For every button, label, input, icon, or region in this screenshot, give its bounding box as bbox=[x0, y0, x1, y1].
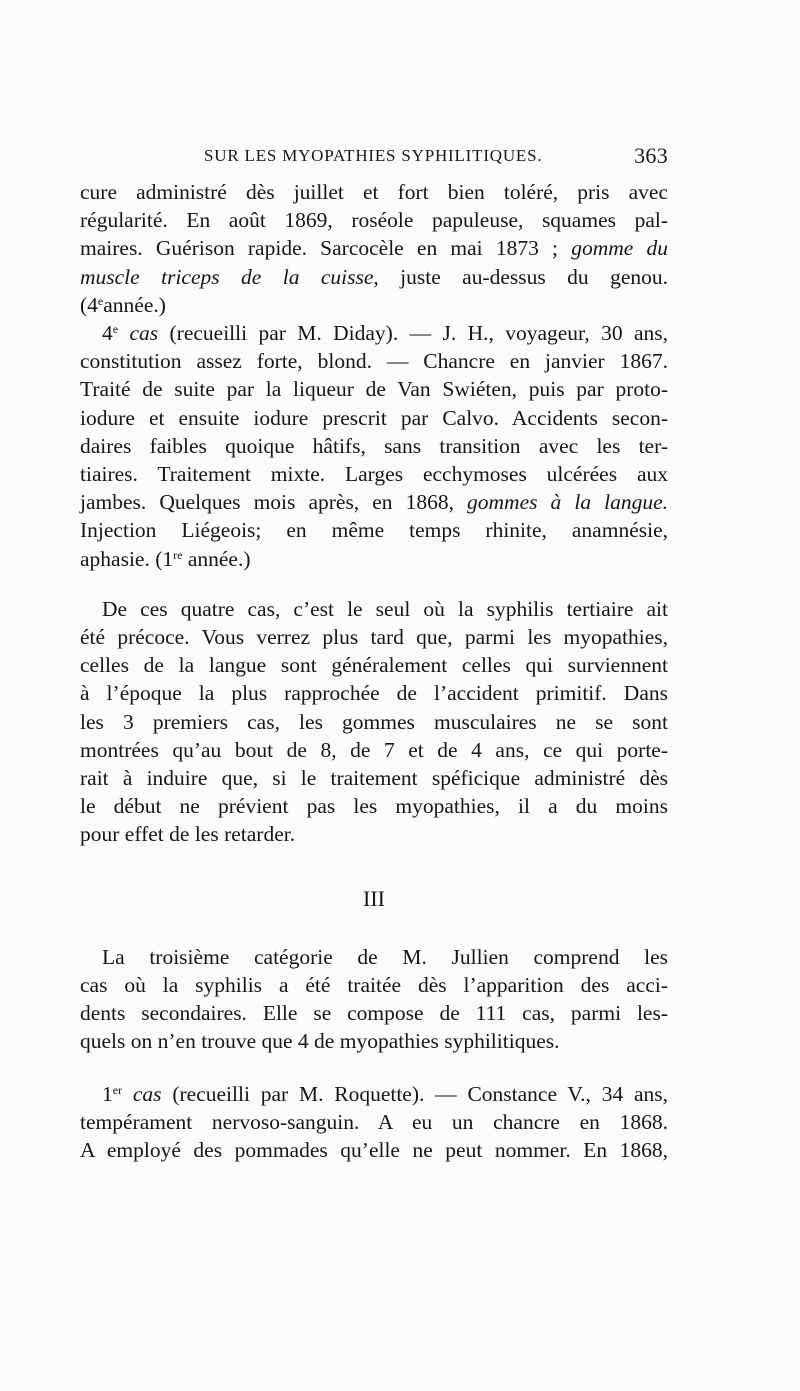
text-line: montrées qu’au bout de 8, de 7 et de 4 ans, ce qui porte- bbox=[80, 737, 668, 762]
text-run: 1 bbox=[102, 1081, 113, 1106]
text-line bbox=[80, 263, 668, 291]
page-number: 363 bbox=[634, 143, 668, 168]
text-line: tempérament nervoso-sanguin. A eu un chancre en 1868. bbox=[80, 1109, 668, 1134]
running-title: SUR LES MYOPATHIES SYPHILITIQUES. bbox=[204, 146, 543, 165]
text-run: maires. Guérison rapide. Sarcocèle en mai 1873 ; bbox=[80, 236, 559, 261]
italic-run: gomme du bbox=[571, 236, 669, 261]
text-run: (recueilli par M. Diday). — J. H., voyageur, 30 ans, bbox=[169, 321, 668, 346]
superscript: er bbox=[112, 1082, 123, 1097]
text-line: rait à induire que, si le traitement spéficique administré dès bbox=[80, 766, 668, 791]
italic-run: gommes à la langue. bbox=[467, 490, 669, 515]
text-line bbox=[80, 319, 668, 347]
text-line: A employé des pommades qu’elle ne peut nommer. En 1868, bbox=[80, 1138, 668, 1163]
text-line: pour effet de les retarder. bbox=[80, 822, 296, 847]
text-line bbox=[80, 545, 668, 573]
paragraph-continuation bbox=[80, 178, 668, 319]
text-line: le début ne prévient pas les myopathies, il a du moins bbox=[80, 794, 668, 819]
section-gap bbox=[80, 913, 668, 943]
paragraph-case-1 bbox=[80, 1080, 668, 1165]
text-line: celles de la langue sont généralement celles qui surviennent bbox=[80, 653, 668, 678]
text-line: iodure et ensuite iodure prescrit par Calvo. Accidents secon- bbox=[80, 405, 668, 430]
text-run: 4 bbox=[102, 321, 113, 346]
text-line: cure administré dès juillet et fort bien toléré, pris avec bbox=[80, 180, 668, 204]
page-body bbox=[80, 178, 668, 1164]
text-line bbox=[80, 1080, 668, 1108]
text-line: De ces quatre cas, c’est le seul où la syphilis tertiaire ait bbox=[102, 596, 668, 621]
text-line: Injection Liégeois; en même temps rhinite, anamnésie, bbox=[80, 518, 668, 543]
text-run: année.) bbox=[103, 292, 166, 317]
superscript: e bbox=[97, 293, 104, 308]
text-run: année.) bbox=[187, 546, 251, 571]
superscript: e bbox=[112, 322, 119, 337]
paragraph-third-category bbox=[80, 943, 668, 1056]
text-line: Traité de suite par la liqueur de Van Swiéten, puis par proto- bbox=[80, 377, 668, 402]
text-line bbox=[80, 488, 668, 516]
text-run: , juste au-dessus du genou. bbox=[373, 264, 668, 289]
text-line: été précoce. Vous verrez plus tard que, parmi les myopathies, bbox=[80, 625, 668, 650]
paragraph-gap bbox=[80, 1056, 668, 1080]
text-run: jambes. Quelques mois après, en 1868, bbox=[80, 490, 454, 515]
superscript: re bbox=[173, 547, 183, 562]
text-line bbox=[80, 234, 668, 262]
paragraph-case-4 bbox=[80, 319, 668, 573]
section-heading: III bbox=[363, 885, 385, 911]
text-line: quels on n’en trouve que 4 de myopathies syphilitiques. bbox=[80, 1029, 560, 1054]
text-run: aphasie. (1 bbox=[80, 546, 174, 571]
paragraph-discussion bbox=[80, 595, 668, 849]
text-line: à l’époque la plus rapprochée de l’accident primitif. Dans bbox=[80, 681, 668, 706]
italic-run: cas bbox=[132, 1081, 162, 1106]
text-line: constitution assez forte, blond. — Chancre en janvier 1867. bbox=[80, 349, 668, 374]
text-line: La troisième catégorie de M. Jullien comprend les bbox=[102, 944, 668, 969]
text-line: les 3 premiers cas, les gommes musculaires ne se sont bbox=[80, 709, 668, 734]
text-line: dents secondaires. Elle se compose de 111 cas, parmi les- bbox=[80, 1001, 668, 1026]
text-line: cas où la syphilis a été traitée dès l’apparition des acci- bbox=[80, 973, 668, 998]
italic-run: muscle triceps de la cuisse bbox=[80, 264, 374, 289]
section-gap bbox=[80, 849, 668, 885]
text-run: (recueilli par M. Roquette). — Constance V., 34 ans, bbox=[172, 1081, 669, 1106]
paragraph-gap bbox=[80, 573, 668, 595]
text-run: (4 bbox=[80, 292, 98, 317]
text-line: tiaires. Traitement mixte. Larges ecchymoses ulcérées aux bbox=[80, 462, 668, 487]
text-line: daires faibles quoique hâtifs, sans transition avec les ter- bbox=[80, 433, 668, 458]
italic-run: cas bbox=[129, 321, 159, 346]
text-line bbox=[80, 291, 668, 319]
text-line: régularité. En août 1869, roséole papuleuse, squames pal- bbox=[80, 208, 668, 233]
